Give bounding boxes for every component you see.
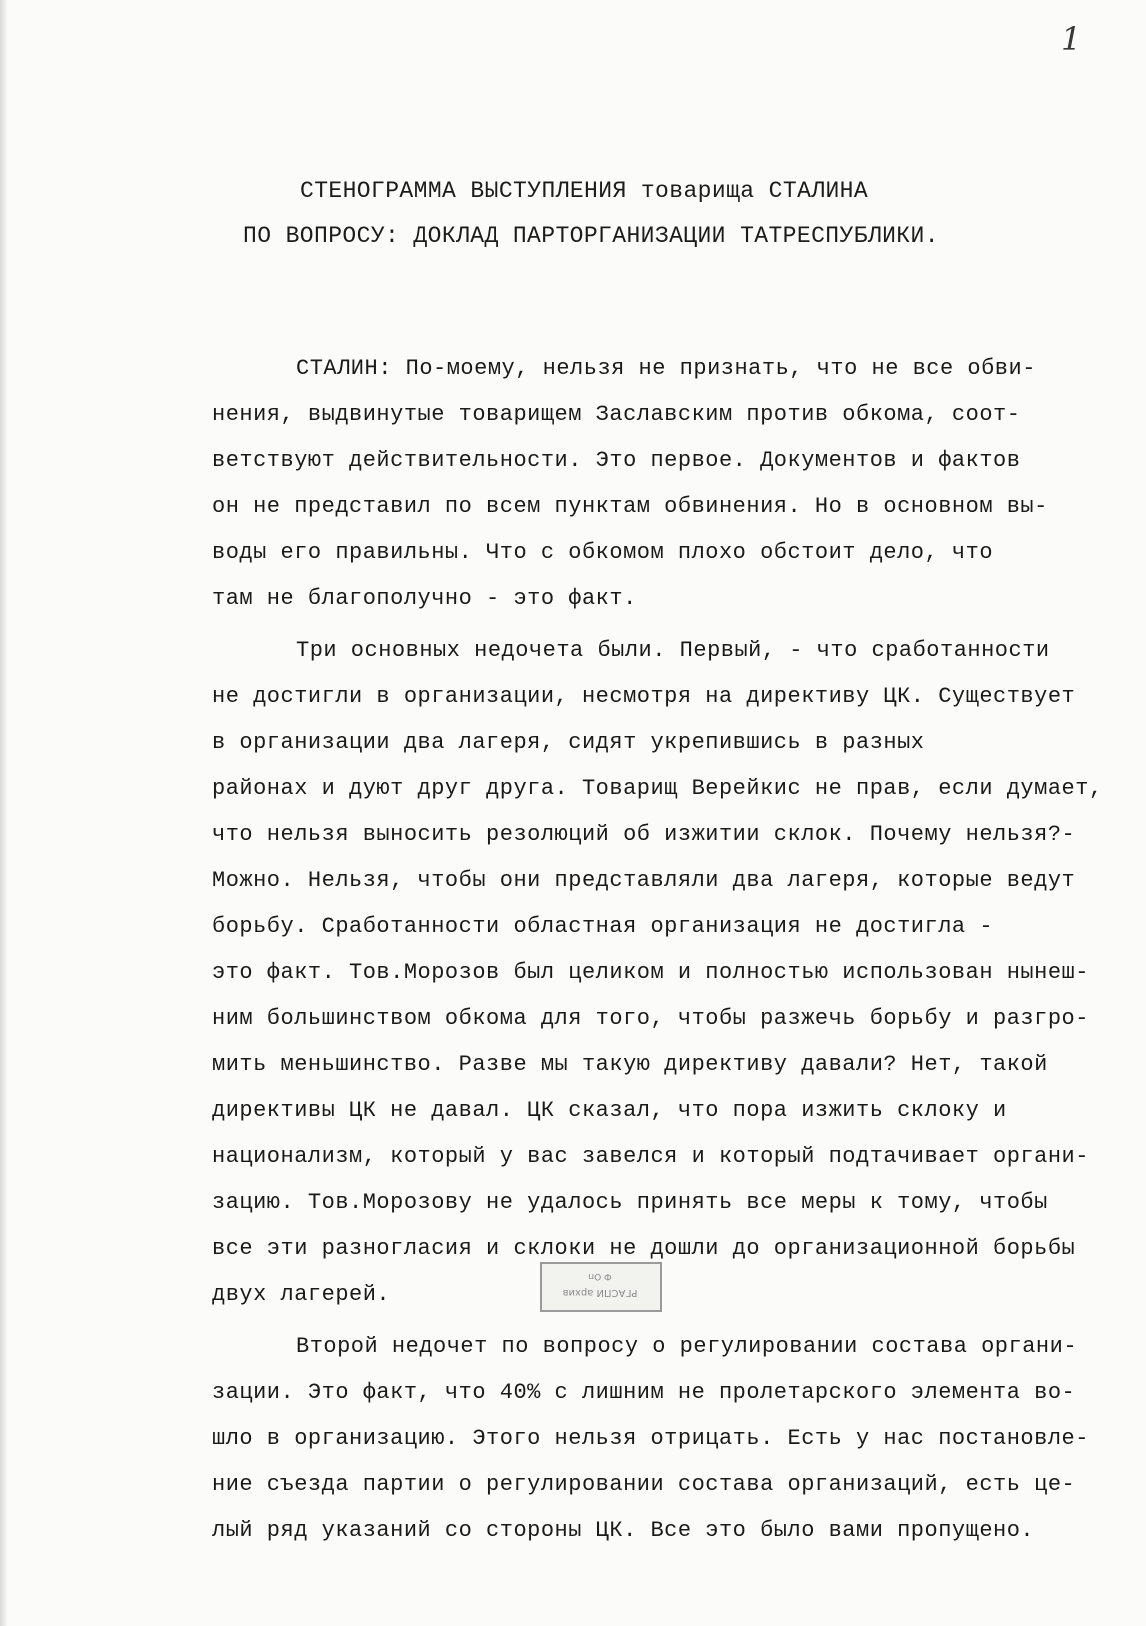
body-line: лый ряд указаний со стороны ЦК. Все это было вами пропущено. [212, 1518, 1035, 1543]
body-line: там не благополучно - это факт. [212, 586, 637, 611]
body-line: Второй недочет по вопросу о регулировании состава органи- [296, 1334, 1078, 1359]
body-line: Можно. Нельзя, чтобы они представляли два лагеря, которые ведут [212, 868, 1076, 893]
body-line: директивы ЦК не давал. ЦК сказал, что пора изжить склоку и [212, 1098, 1007, 1123]
body-line: в организации два лагеря, сидят укрепившись в разных [212, 730, 925, 755]
archive-stamp [540, 1262, 662, 1312]
body-line: ние съезда партии о регулировании состава организаций, есть це- [212, 1472, 1076, 1497]
body-line: что нельзя выносить резолюций об изжитии склок. Почему нельзя?- [212, 822, 1076, 847]
body-line: СТАЛИН: По-моему, нельзя не признать, что не все обви- [296, 356, 1036, 381]
body-line: это факт. Тов.Морозов был целиком и полностью использован нынеш- [212, 960, 1089, 985]
page-number: 1 [1061, 20, 1082, 58]
body-line: зации. Это факт, что 40% с лишним не пролетарского элемента во- [212, 1380, 1076, 1405]
body-line: ним большинством обкома для того, чтобы разжечь борьбу и разгро- [212, 1006, 1089, 1031]
archive-stamp-code: Ф Оп [588, 1271, 612, 1281]
body-line: борьбу. Сработанности областная организация не достигла - [212, 914, 994, 939]
title-line-2: ПО ВОПРОСУ: ДОКЛАД ПАРТОРГАНИЗАЦИИ ТАТРЕСПУБЛИКИ. [243, 223, 939, 249]
body-line: воды его правильны. Что с обкомом плохо обстоит дело, что [212, 540, 994, 565]
body-line: не достигли в организации, несмотря на директиву ЦК. Существует [212, 684, 1076, 709]
body-line: Три основных недочета были. Первый, - что сработанности [296, 638, 1050, 663]
archive-stamp-text [548, 1268, 652, 1300]
body-line: зацию. Тов.Морозову не удалось принять все меры к тому, чтобы [212, 1190, 1048, 1215]
body-line: он не представил по всем пунктам обвинения. Но в основном вы- [212, 494, 1048, 519]
body-line: национализм, который у вас завелся и который подтачивает органи- [212, 1144, 1089, 1169]
title-line-1: СТЕНОГРАММА ВЫСТУПЛЕНИЯ товарища СТАЛИНА [300, 178, 869, 204]
body-line: мить меньшинство. Разве мы такую директиву давали? Нет, такой [212, 1052, 1048, 1077]
body-line: все эти разногласия и склоки не дошли до организационной борьбы [212, 1236, 1076, 1261]
archive-stamp-label: РГАСПИ архив [562, 1287, 638, 1298]
body-line: нения, выдвинутые товарищем Заславским против обкома, соот- [212, 402, 1021, 427]
body-line: районах и дуют друг друга. Товарищ Верейкис не прав, если думает, [212, 776, 1103, 801]
body-line: шло в организацию. Этого нельзя отрицать. Есть у нас постановле- [212, 1426, 1089, 1451]
body-line: двух лагерей. [212, 1282, 391, 1307]
body-line: ветствуют действительности. Это первое. Документов и фактов [212, 448, 1021, 473]
